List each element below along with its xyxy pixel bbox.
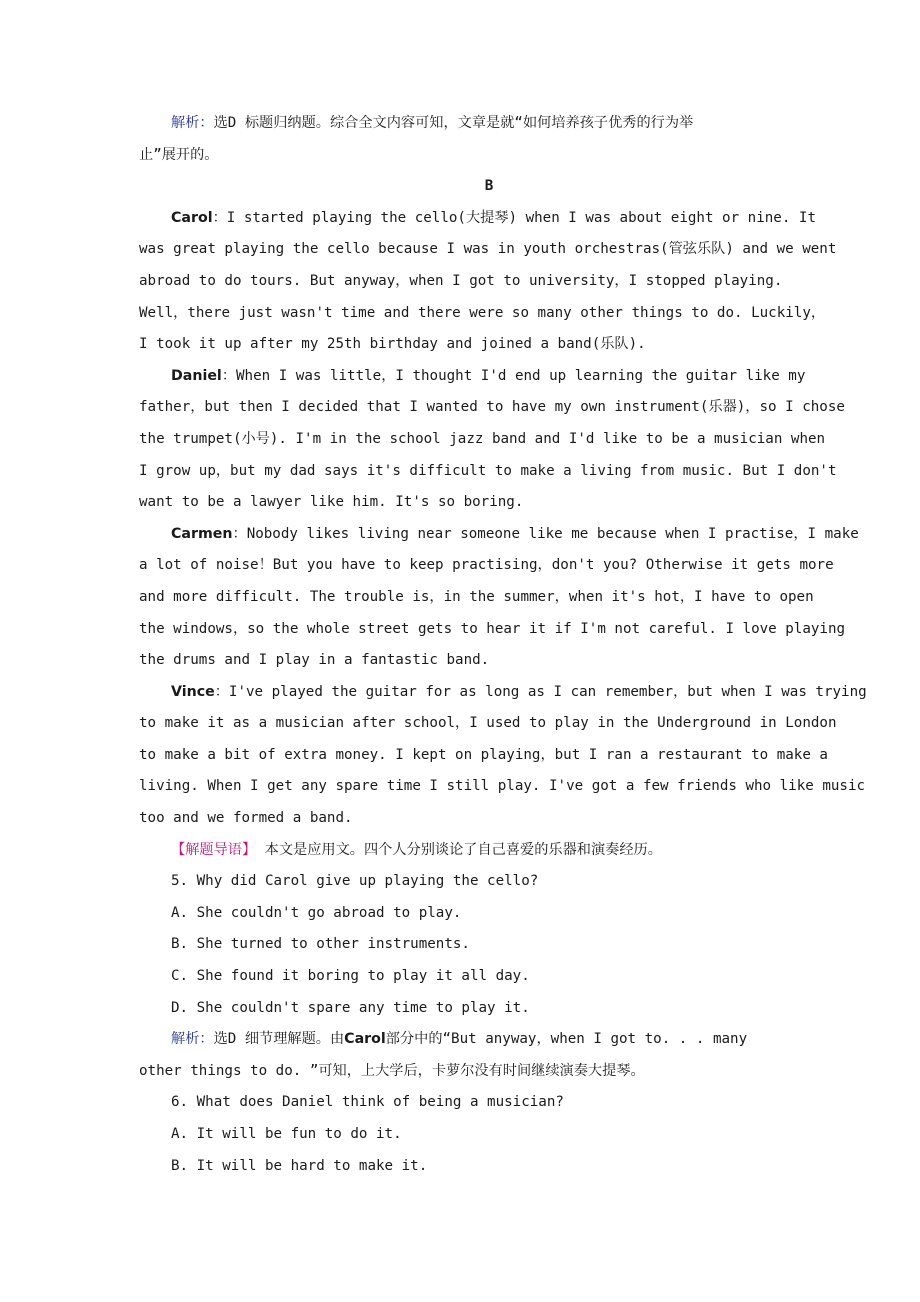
vince-line-2: to make it as a musician after school，I used to play in the Underground in London [139, 715, 837, 732]
carmen-line-5: the drums and I play in a fantastic band. [139, 652, 490, 669]
answer-5-line-1 [139, 1024, 839, 1056]
carmen-line-3: and more difficult. The trouble is，in the summer，when it's hot，I have to open [139, 588, 814, 605]
vince-line-3: to make a bit of extra money. I kept on playing，but I ran a restaurant to make a [139, 746, 828, 763]
document-page [139, 108, 867, 1182]
carol-line-2: was great playing the cello because I was in youth orchestras(管弦乐队) and we went [139, 241, 837, 258]
answer-5-line-2: other things to do. ”可知，上大学后，卡萝尔没有时间继续演奏大提琴。 [139, 1062, 645, 1079]
carmen-text-1: ：Nobody likes living near someone like me because when I practise，I make [232, 525, 859, 542]
question-6: 6. What does Daniel think of being a musician? [171, 1094, 564, 1111]
carol-line-1 [139, 203, 839, 235]
guide-text: 本文是应用文。四个人分别谈论了自己喜爱的乐器和演奏经历。 [256, 841, 662, 858]
question-5-option-b: B. She turned to other instruments. [171, 936, 470, 953]
answer-4-text: 选D 标题归纳题。综合全文内容可知，文章是就“如何培养孩子优秀的行为举 [213, 115, 694, 131]
daniel-line-5: want to be a lawyer like him. It's so boring. [139, 494, 524, 511]
speaker-name-daniel: Daniel [171, 367, 222, 384]
question-6-option-a: A. It will be fun to do it. [171, 1126, 402, 1142]
question-5: 5. Why did Carol give up playing the cello? [171, 873, 539, 890]
answer-label: 解析： [171, 115, 214, 131]
carmen-line-4: the windows，so the whole street gets to hear it if I'm not careful. I love playing [139, 620, 846, 637]
vince-line-1 [139, 677, 867, 709]
daniel-text-1: ：When I was little，I thought I'd end up learning the guitar like my [221, 367, 806, 384]
vince-line-4: living. When I get any spare time I still play. I've got a few friends who like music [139, 778, 866, 795]
speaker-name-carmen: Carmen [171, 525, 233, 542]
carmen-line-1 [139, 519, 859, 551]
question-5-option-a: A. She couldn't go abroad to play. [171, 904, 462, 921]
guide-tag: 【解题导语】 [171, 841, 257, 858]
carol-line-4: Well，there just wasn't time and there were so many other things to do. Luckily， [139, 304, 826, 321]
section-title: B [484, 178, 494, 195]
carol-line-5: I took it up after my 25th birthday and joined a band(乐队). [139, 336, 646, 353]
vince-line-5: too and we formed a band. [139, 810, 353, 827]
carmen-line-2: a lot of noise！But you have to keep practising，don't you? Otherwise it gets more [139, 557, 834, 574]
vince-text-1: ：I've played the guitar for as long as I can remember，but when I was trying [214, 683, 867, 700]
daniel-line-3: the trumpet(小号). I'm in the school jazz band and I'd like to be a musician when [139, 430, 826, 447]
answer-4-line-2: 止”展开的。 [139, 146, 219, 163]
carol-text-1: ：I started playing the cello(大提琴) when I was about eight or nine. It [212, 209, 817, 226]
daniel-line-2: father，but then I decided that I wanted to have my own instrument(乐器)，so I chose [139, 399, 845, 416]
answer-5-carol: Carol [344, 1031, 386, 1048]
daniel-line-1 [139, 361, 839, 393]
question-5-option-d: D. She couldn't spare any time to play it. [171, 999, 530, 1016]
answer-5-pre: 选D 细节理解题。由 [213, 1031, 345, 1048]
answer-5-post: 部分中的“But anyway，when I got to. . . many [385, 1031, 748, 1048]
carol-line-3: abroad to do tours. But anyway，when I got to university，I stopped playing. [139, 272, 783, 289]
speaker-name-vince: Vince [171, 683, 215, 700]
question-5-option-c: C. She found it boring to play it all day. [171, 968, 530, 985]
speaker-name-carol: Carol [171, 209, 213, 226]
daniel-line-4: I grow up，but my dad says it's difficult to make a living from music. But I don't [139, 462, 837, 479]
guide-line [139, 835, 839, 867]
answer-4-line-1 [139, 108, 839, 140]
question-6-option-b: B. It will be hard to make it. [171, 1157, 428, 1174]
answer-label: 解析： [171, 1031, 214, 1048]
